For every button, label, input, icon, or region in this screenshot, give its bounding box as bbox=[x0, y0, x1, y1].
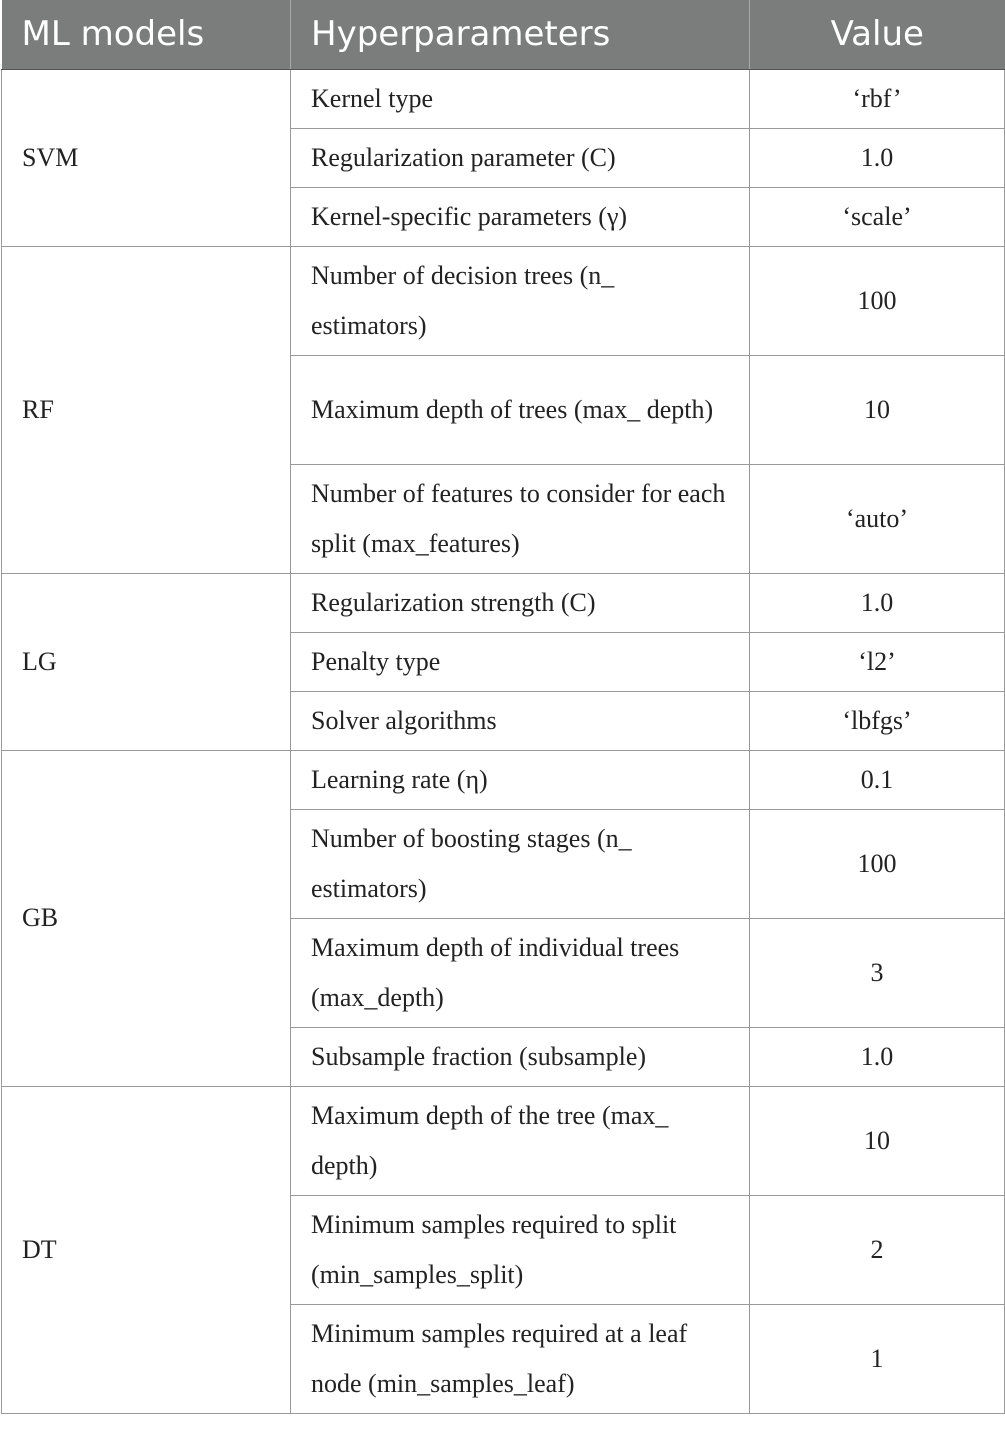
param-cell: Maximum depth of individual trees (max_depth) bbox=[291, 918, 750, 1027]
param-cell: Regularization strength (C) bbox=[291, 573, 750, 632]
param-cell: Penalty type bbox=[291, 632, 750, 691]
value-cell: ‘rbf’ bbox=[750, 69, 1005, 128]
param-cell: Kernel type bbox=[291, 69, 750, 128]
table-row bbox=[2, 1086, 1005, 1195]
model-cell-gb: GB bbox=[2, 750, 291, 1086]
value-cell: 2 bbox=[750, 1195, 1005, 1304]
table-row bbox=[2, 246, 1005, 355]
table-header-row bbox=[2, 0, 1005, 69]
param-cell: Learning rate (η) bbox=[291, 750, 750, 809]
hyperparameter-table bbox=[1, 0, 1005, 1414]
model-cell-svm: SVM bbox=[2, 69, 291, 246]
model-cell-rf: RF bbox=[2, 246, 291, 573]
param-cell: Maximum depth of the tree (max_ depth) bbox=[291, 1086, 750, 1195]
header-hyperparameters: Hyperparameters bbox=[291, 0, 750, 69]
table-row bbox=[2, 573, 1005, 632]
value-cell: ‘scale’ bbox=[750, 187, 1005, 246]
value-cell: 1.0 bbox=[750, 1027, 1005, 1086]
param-cell: Regularization parameter (C) bbox=[291, 128, 750, 187]
value-cell: 1.0 bbox=[750, 128, 1005, 187]
model-cell-dt: DT bbox=[2, 1086, 291, 1413]
value-cell: 10 bbox=[750, 1086, 1005, 1195]
header-value: Value bbox=[750, 0, 1005, 69]
model-cell-lg: LG bbox=[2, 573, 291, 750]
header-ml-models: ML models bbox=[2, 0, 291, 69]
value-cell: 100 bbox=[750, 246, 1005, 355]
value-cell: ‘l2’ bbox=[750, 632, 1005, 691]
param-cell: Minimum samples required at a leaf node (min_samples_leaf) bbox=[291, 1304, 750, 1413]
value-cell: 1.0 bbox=[750, 573, 1005, 632]
value-cell: 100 bbox=[750, 809, 1005, 918]
table-row bbox=[2, 750, 1005, 809]
param-cell: Number of boosting stages (n_ estimators) bbox=[291, 809, 750, 918]
param-cell: Maximum depth of trees (max_ depth) bbox=[291, 355, 750, 464]
value-cell: 10 bbox=[750, 355, 1005, 464]
value-cell: ‘lbfgs’ bbox=[750, 691, 1005, 750]
value-cell: ‘auto’ bbox=[750, 464, 1005, 573]
param-cell: Subsample fraction (subsample) bbox=[291, 1027, 750, 1086]
value-cell: 1 bbox=[750, 1304, 1005, 1413]
param-cell: Kernel-specific parameters (γ) bbox=[291, 187, 750, 246]
param-cell: Number of decision trees (n_ estimators) bbox=[291, 246, 750, 355]
value-cell: 3 bbox=[750, 918, 1005, 1027]
value-cell: 0.1 bbox=[750, 750, 1005, 809]
param-cell: Minimum samples required to split (min_samples_split) bbox=[291, 1195, 750, 1304]
param-cell: Solver algorithms bbox=[291, 691, 750, 750]
table-row bbox=[2, 69, 1005, 128]
param-cell: Number of features to consider for each split (max_features) bbox=[291, 464, 750, 573]
